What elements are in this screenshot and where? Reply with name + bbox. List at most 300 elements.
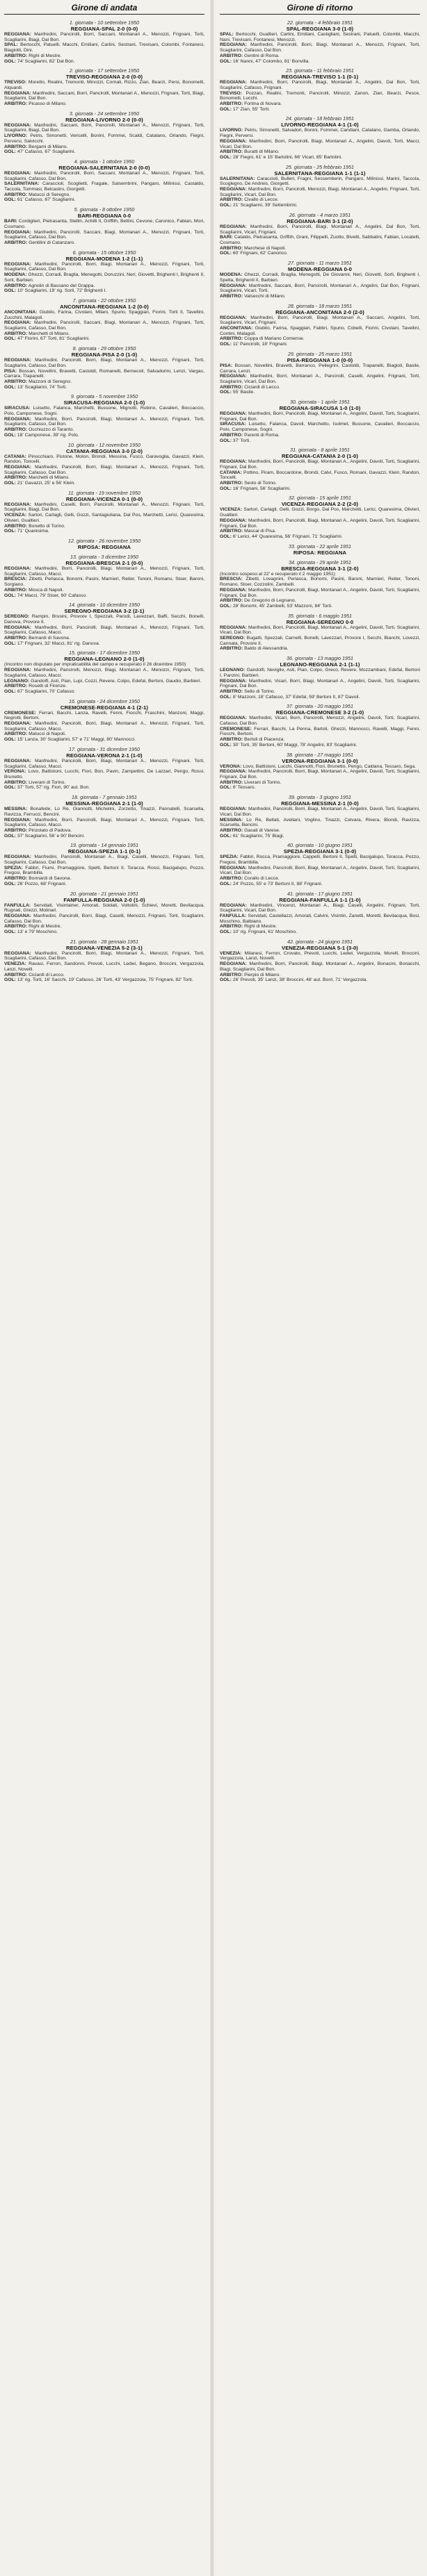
- match-result: ANCONITANA-REGGIANA 1-2 (0-0): [60, 303, 149, 310]
- match-result: REGGIANA-SEREGNO 0-0: [286, 618, 354, 625]
- match-detail-line: [4, 149, 204, 155]
- detail-text: Manfredini, Borri, Pancirolli, Biagi, Montanari A., Angelini, Davoli, Torti, Scagliarini, Vicari, Dal Bon.: [220, 625, 420, 636]
- match-detail-line: [220, 598, 420, 604]
- match-entry: [220, 704, 420, 748]
- match-detail-line: [4, 32, 204, 42]
- match-detail-line: [220, 326, 420, 336]
- match-detail-line: [220, 32, 420, 42]
- matchday-date: 8. giornata - 29 ottobre 1950: [72, 345, 136, 352]
- detail-text: Caraccioli, Scoglietti, Fragale, Salsembrini, Pangaro, Milinissi, Castaldo, Taccola, Tommasi, Belcastro, Giorgetti.: [4, 181, 204, 192]
- match-entry: [220, 795, 420, 839]
- match-entry: [4, 747, 204, 791]
- match-detail-line: [4, 59, 204, 65]
- match-detail-line: [220, 577, 420, 587]
- detail-label: GOL:: [4, 737, 16, 743]
- match-detail-line: [220, 42, 420, 53]
- detail-text: 71' Quaresima.: [17, 529, 49, 534]
- match-entry: [4, 159, 204, 203]
- detail-text: Manfredini, Vicari, Borri, Pancirolli, Menozzi, Angelini, Davoli, Torti, Scagliarini, Cafasso, Dal Bon.: [220, 716, 420, 727]
- match-detail-line: [4, 406, 204, 416]
- match-entry: [220, 891, 420, 935]
- detail-text: 55' Basile.: [232, 390, 255, 395]
- match-detail-line: [4, 977, 204, 983]
- matchday-date: 26. giornata - 4 marzo 1951: [289, 211, 351, 218]
- match-detail-line: [220, 459, 420, 470]
- match-detail-line: [4, 737, 204, 743]
- detail-label: ARBITRO:: [4, 732, 28, 737]
- match-entry: [4, 795, 204, 839]
- detail-label: REGGIANA:: [4, 854, 31, 860]
- detail-text: Manfredini, Vincenzi, Montanari A., Biagi, Caselli, Angelini, Frignani, Torti, Scagliarini, Vicari, Dal Bon.: [220, 902, 420, 914]
- detail-text: Pinzolato di Padova.: [29, 827, 72, 833]
- detail-label: BRESCIA:: [4, 577, 27, 582]
- left-entries: [0, 15, 209, 983]
- detail-text: 30' Torti, 35' Bertoni, 60' Maggi, 78' Angelini, 83' Scagliarini.: [232, 742, 357, 748]
- detail-label: GOL:: [220, 694, 232, 700]
- matchday-date: 15. giornata - 17 dicembre 1950: [69, 650, 140, 657]
- match-detail-line: [4, 219, 204, 229]
- match-entry: [4, 68, 204, 107]
- detail-label: REGGIANA:: [4, 416, 31, 422]
- detail-text: 28' Bonomi, 45' Zambelli, 53' Mazzoni, 84' Torti.: [232, 603, 332, 609]
- detail-text: Manfredini, Caselli, Borri, Pancirolli, Montanari A., Menozzi, Frignani, Torti, Scagliarini, Biagi, Dal Bon.: [4, 502, 204, 513]
- detail-label: VENEZIA:: [4, 961, 26, 967]
- match-detail-line: [4, 882, 204, 887]
- detail-label: ARBITRO:: [220, 101, 243, 107]
- match-entry: [220, 544, 420, 556]
- detail-label: REGGIANA:: [4, 913, 31, 918]
- match-entry: [4, 843, 204, 886]
- detail-label: LEGNANO:: [220, 668, 245, 673]
- match-detail-line: [4, 262, 204, 272]
- matchday-date: 7. giornata - 22 ottobre 1950: [72, 297, 136, 304]
- match-detail-line: [4, 53, 204, 59]
- detail-label: GOL:: [220, 390, 232, 395]
- detail-label: GOL:: [4, 336, 16, 342]
- right-entries: [216, 15, 424, 983]
- detail-text: Ghezzi, Corradi, Braglia, Menegotti, Doruzzini, Neri, Giovetti, Brighenti I, Brighenti II, Sorli, Barbieri.: [4, 272, 204, 283]
- detail-text: Parenti di Roma.: [244, 432, 280, 438]
- match-detail-line: [220, 197, 420, 203]
- match-result: SEREGNO-REGGIANA 3-2 (2-1): [64, 608, 145, 615]
- detail-label: REGGIANA:: [220, 42, 247, 48]
- match-result: LEGNANO-REGGIANA 2-1 (1-1): [280, 661, 360, 668]
- match-detail-line: [4, 475, 204, 481]
- match-result: REGGIANA-MODENA 1-2 (1-1): [65, 255, 143, 262]
- detail-text: Lovo, Battistoni, Lucchi, Giannotti, Fiori, Brunetto, Pengo, Caldana, Tessaro, Sega.: [243, 763, 417, 769]
- match-detail-line: [4, 566, 204, 577]
- detail-label: REGGIANA:: [220, 961, 247, 967]
- match-detail-line: [220, 876, 420, 882]
- match-detail-line: [4, 930, 204, 935]
- match-detail-line: [220, 834, 420, 839]
- matchday-date: 27. giornata - 11 marzo 1951: [288, 260, 352, 267]
- detail-text: Gentini di Roma.: [244, 53, 280, 58]
- match-detail-line: [220, 470, 420, 481]
- detail-label: GOL:: [4, 529, 16, 534]
- detail-label: REGGIANA:: [220, 807, 247, 812]
- match-detail-line: [4, 818, 204, 828]
- detail-text: Fortina di Novara.: [244, 101, 282, 107]
- detail-label: GOL:: [4, 641, 16, 646]
- detail-label: FANFULLA:: [4, 902, 31, 908]
- matchday-date: 11. giornata - 19 novembre 1950: [68, 489, 140, 496]
- matchday-date: 39. giornata - 3 giugno 1951: [289, 794, 351, 801]
- detail-label: REGGIANA:: [4, 358, 31, 363]
- matchday-date: 38. giornata - 27 maggio 1951: [287, 751, 353, 758]
- detail-label: CREMONESE:: [220, 726, 252, 732]
- match-result: VENEZIA-REGGIANA 5-1 (3-0): [282, 944, 358, 951]
- match-detail-line: [220, 930, 420, 935]
- detail-label: ARBITRO:: [4, 101, 28, 107]
- detail-text: Manfredini, Borri, Pancirolli, Biagi, Montanari A., Menozzi, Frignani, Torti, Scagliarini, Cafasso, Macci.: [4, 566, 205, 577]
- match-detail-line: [4, 320, 204, 331]
- detail-label: REGGIANA:: [220, 187, 247, 192]
- detail-text: 74' Macci, 79' Stoer, 90' Cafasso.: [17, 593, 88, 598]
- detail-text: Righi di Mestre.: [244, 924, 277, 930]
- matchday-date: 35. giornata - 6 maggio 1951: [288, 612, 352, 619]
- detail-text: Manfredini, Pancirolli, Borri, Biagi, Montanari A., Angelini, Davoli, Torti, Scagliarini, Frignani, Dal Bon.: [220, 769, 420, 779]
- match-detail-line: [4, 684, 204, 689]
- match-detail-line: [220, 914, 420, 924]
- match-result: REGGIANA-FANFULLA 1-1 (1-0): [279, 896, 361, 903]
- match-detail-line: [4, 331, 204, 337]
- match-detail-line: [220, 272, 420, 283]
- matchday-date: 29. giornata - 25 marzo 1951: [287, 350, 353, 357]
- detail-text: De Gregorio di Legnano.: [244, 598, 296, 604]
- match-detail-line: [220, 924, 420, 930]
- match-detail-line: [4, 192, 204, 198]
- matchday-date: 22. giornata - 4 febbraio 1951: [287, 19, 353, 26]
- detail-label: PISA:: [4, 368, 17, 374]
- detail-text: Ghezzi, Corradi, Braglia, Menegotti, De Giovanni, Neri, Giovetti, Sorli, Brighenti I, Spelta, Brighenti II, Barbieri.: [220, 272, 420, 283]
- detail-label: REGGIANA:: [4, 90, 31, 96]
- match-result: LIVORNO-REGGIANA 4-1 (1-0): [281, 122, 359, 129]
- detail-label: GOL:: [4, 881, 16, 886]
- detail-text: Ferrari, Bacchi, La Penna, Bartoli, Ghezzi, Mannocci, Ravelli, Maggi, Fenni, Fiocchi, Bertoni.: [220, 726, 420, 737]
- detail-text: Manfredini, Pancirolli, Borri, Saccani, Montanari A., Menozzi, Frignani, Torti, Scagliarini, Cafasso, Dal Bon.: [4, 170, 204, 181]
- match-entry: [4, 699, 204, 743]
- detail-text: Caraccioli, Bulleri, Fragni, Sessemberin, Pangaro, Milinissi, Marini, Taccola, Scoglegno, De Andreis, Giorgetti.: [220, 176, 420, 187]
- detail-label: CREMONESE:: [4, 710, 37, 716]
- match-detail-line: [220, 433, 420, 438]
- match-detail-line: [220, 828, 420, 834]
- detail-label: ARBITRO:: [220, 336, 243, 342]
- match-detail-line: [220, 973, 420, 978]
- match-detail-line: [220, 572, 420, 577]
- detail-text: Manfredini, Saccani, Borri, Pancirolli, Montanari A., Menozzi, Frignani, Torti, Biagi, Scagliarini, Dal Bon.: [4, 90, 204, 101]
- detail-label: ARBITRO:: [4, 684, 28, 689]
- detail-label: REGGIANA:: [220, 769, 247, 775]
- matchday-date: 30. giornata - 1 aprile 1951: [290, 399, 350, 406]
- match-entry: [220, 304, 420, 347]
- match-detail-line: [4, 951, 204, 961]
- detail-text: Fabbri, Fiumi, Pramaggiore, Spelti, Bertoni II, Toracca, Rossi, Bacigalupo, Pozzo, Fregosi, Brambilla.: [4, 865, 204, 876]
- detail-text: Petris, Simonetti, Salvadori, Bonini, Fommei, Candiani, Catalano, Gamba, Orlando, Fiegni, Perversi.: [220, 128, 421, 139]
- match-result: REGGIANA-VERONA 2-1 (1-0): [66, 752, 143, 759]
- match-result: TREVISO-REGGIANA 2-0 (0-0): [65, 74, 143, 81]
- detail-label: REGGIANA:: [4, 625, 31, 630]
- detail-text: 17' Frignani, 32' Macci, 81' rig. Danova.: [17, 641, 100, 646]
- detail-label: REGGIANA:: [220, 587, 247, 593]
- match-detail-line: [220, 764, 420, 770]
- matchday-date: 40. giornata - 10 giugno 1951: [287, 842, 353, 849]
- match-detail-line: [4, 417, 204, 427]
- detail-text: Gasati di Varese.: [244, 827, 280, 833]
- detail-label: REGGIANA:: [220, 138, 247, 144]
- match-result: MESSINA-REGGIANA 2-1 (1-0): [65, 800, 143, 807]
- detail-text: Pinocchiaro, Pistone, Molon, Brondi, Messina, Fusco, Garavoglia, Gavazzi, Klein, Randon, Toncelli.: [4, 454, 205, 465]
- match-result: RIPOSA: REGGIANA: [77, 544, 131, 550]
- detail-text: Gentilini di Catanzaro.: [29, 240, 75, 245]
- detail-label: SALERNITANA:: [4, 181, 40, 187]
- detail-label: GOL:: [220, 742, 232, 748]
- match-result: REGGIANA-CATANIA 2-0 (1-0): [281, 453, 359, 460]
- detail-text: Manfredini, Borri, Pancirolli, Biagi, Montanari A., Angelini, Dal Bon, Torti, Scagliarini, Vicari, Frignani.: [220, 224, 420, 235]
- detail-text: Pozzan, Realini, Tremonti, Pancirolli, Minozzi, Zanon, Zian, Bearzi, Pesce, Bonomelli, Lucchi.: [220, 90, 420, 101]
- detail-label: SIRACUSA:: [4, 406, 31, 411]
- detail-label: REGGIANA:: [220, 678, 247, 684]
- detail-text: Giubilo, Farina, Civolani, Milani, Spurio, Spaggiari, Fiorini, Torti II, Tavellini, Zucchini, Malagoli.: [4, 309, 205, 320]
- match-entry: [4, 939, 204, 983]
- detail-text: Sello di Torino.: [244, 688, 275, 694]
- match-detail-line: [4, 91, 204, 101]
- detail-text: 10' rig. Frignani, 61' Moschino.: [232, 930, 298, 935]
- match-detail-line: [220, 80, 420, 90]
- match-detail-line: [220, 91, 420, 101]
- detail-label: CATANIA:: [4, 454, 26, 459]
- detail-text: 61' Cafasso, 67' Scagliarini.: [17, 197, 76, 203]
- match-detail-line: [220, 854, 420, 865]
- detail-text: Mosca di Napoli.: [29, 587, 64, 593]
- detail-text: Bossan, Novellini, Bravetti, Castoldi, Romanelli, Bernecoli, Salvadorini, Lenzi, Vargas, Carrara, Trapanelli.: [4, 368, 205, 379]
- match-entry: [4, 20, 204, 64]
- matchday-date: 16. giornata - 24 dicembre 1950: [69, 697, 140, 704]
- detail-text: 67' Scagliarini, 70' Cafasso.: [17, 688, 76, 694]
- match-detail-line: [220, 187, 420, 197]
- match-result: SPEZIA-REGGIANA 3-1 (0-0): [283, 848, 357, 855]
- detail-label: ARBITRO:: [220, 149, 243, 155]
- matchday-date: 9. giornata - 5 novembre 1950: [70, 393, 138, 400]
- match-detail-line: [220, 695, 420, 700]
- match-detail-line: [220, 588, 420, 598]
- match-entry: [220, 613, 420, 652]
- match-detail-line: [4, 465, 204, 475]
- match-detail-line: [4, 272, 204, 283]
- page-gutter: [210, 0, 214, 2576]
- matchday-date: 5. giornata - 8 ottobre 1950: [74, 206, 135, 213]
- match-result: PISA-REGGIANA 1-0 (0-0): [287, 356, 353, 363]
- match-detail-line: [4, 876, 204, 882]
- detail-text: Bonetto di Torino.: [29, 523, 65, 529]
- match-detail-line: [220, 977, 420, 983]
- match-result: RIPOSA: REGGIANA: [293, 549, 347, 556]
- detail-text: Zibetti, Perlasca, Bonomi, Pasini, Marnieri, Reiter, Tononi, Romano, Stoer, Baroni, Sorgiano.: [4, 577, 205, 588]
- detail-text: 18' Camponese, 39' rig. Polo.: [17, 432, 79, 438]
- detail-text: 6' Lerici, 44' Quaresima, 56' Frignani, 71' Scagliarini.: [232, 534, 343, 539]
- detail-text: Ciciardi di Lecco.: [29, 972, 65, 977]
- detail-label: MODENA:: [220, 272, 243, 278]
- match-result: REGGIANA-SPAL 2-0 (0-0): [70, 26, 138, 32]
- detail-text: Manfredini, Pancirolli, Borri, Biagi, Montanari A., Menozzi, Frignani, Torti, Scagliarini, Cafasso, Dal Bon.: [4, 950, 205, 961]
- detail-text: Civallo di Lecce.: [244, 197, 279, 203]
- detail-label: GOL:: [220, 438, 232, 443]
- match-detail-line: [4, 385, 204, 390]
- match-detail-line: [4, 133, 204, 144]
- detail-text: Occhiuzzo di Taranto.: [29, 427, 74, 433]
- match-entry: [4, 298, 204, 342]
- detail-label: ARBITRO:: [220, 827, 243, 833]
- detail-text: Manfredini, Pancirolli, Montanari A., Biagi, Caselli, Menozzi, Frignani, Torti, Scagliarini, Cafasso, Dal Bon.: [4, 854, 205, 866]
- match-entry: [220, 20, 420, 64]
- detail-text: Mazzoni di Seregno.: [29, 379, 72, 384]
- match-detail-line: [220, 283, 420, 294]
- detail-label: ARBITRO:: [4, 379, 28, 384]
- right-column: [216, 0, 424, 2576]
- match-entry: [220, 752, 420, 791]
- detail-text: Matucci di Seregno.: [29, 192, 71, 197]
- detail-label: MESSINA:: [220, 817, 243, 823]
- detail-label: BARI:: [4, 219, 17, 224]
- detail-label: ARBITRO:: [4, 427, 28, 433]
- detail-label: REGGIANA:: [4, 229, 31, 235]
- detail-label: BRESCIA:: [220, 577, 243, 582]
- detail-label: ARBITRO:: [4, 587, 28, 593]
- detail-text: 13' e 79' Moschino.: [17, 930, 58, 935]
- matchday-date: 31. giornata - 8 aprile 1951: [290, 447, 350, 454]
- detail-label: REGGIANA:: [4, 170, 31, 176]
- detail-label: ARBITRO:: [220, 245, 243, 251]
- match-result: REGGIANA-SALERNITANA 2-0 (0-0): [58, 164, 150, 171]
- match-detail-line: [220, 727, 420, 737]
- match-result: BARI-REGGIANA 0-0: [77, 213, 131, 220]
- detail-text: Manfredini, Saccani, Borri, Pancirolli, Montanari A., Menozzi, Frignani, Torti, Scagliarini, Biagi, Dal Bon.: [4, 122, 204, 133]
- detail-label: ARBITRO:: [220, 598, 243, 604]
- match-detail-line: [4, 961, 204, 972]
- match-detail-line: [220, 518, 420, 529]
- detail-text: Buratti di Milano.: [244, 149, 280, 155]
- detail-label: LIVORNO:: [220, 128, 243, 133]
- matchday-date: 24. giornata - 18 febbraio 1951: [285, 115, 355, 122]
- detail-label: GOL:: [4, 149, 16, 155]
- match-detail-line: [4, 283, 204, 289]
- detail-text: Sesto di Torino.: [244, 481, 277, 486]
- match-detail-line: [220, 363, 420, 374]
- detail-text: Bertocchi, Gualtieri, Carlini, Emiliani, Castigliani, Sestrani, Patuelli, Colombi, Macchi, Nani, Trevisani, Fontanesi, Menozzi.: [220, 32, 420, 42]
- detail-label: ARBITRO:: [220, 529, 243, 534]
- detail-text: Manfredini, Pancirolli, Borri, Biagi, Caselli, Menozzi, Frignani, Torti, Scagliarini, Cafasso, Dal Bon.: [4, 913, 205, 924]
- detail-label: GOL:: [4, 977, 16, 983]
- detail-label: ARBITRO:: [220, 737, 243, 743]
- match-detail-line: [220, 374, 420, 384]
- detail-label: SPAL:: [220, 32, 234, 37]
- detail-text: Manfredini, Pancirolli, Saccani, Biagi, Montanari A., Menozzi, Frignani, Torti, Scagliarini, Cafasso, Dal Bon.: [4, 320, 204, 331]
- match-result: REGGIANA-VICENZA 0-1 (0-0): [65, 495, 143, 502]
- detail-label: REGGIANA:: [220, 625, 247, 630]
- detail-text: Righi di Mestre.: [29, 924, 62, 930]
- match-detail-line: [4, 358, 204, 368]
- match-detail-line: [4, 80, 204, 90]
- match-result: BRESCIA-REGGIANA 3-1 (2-0): [281, 565, 359, 572]
- matchday-date: 23. giornata - 11 febbraio 1951: [286, 67, 354, 74]
- match-result: REGGIANA-BARI 3-1 (2-0): [287, 217, 353, 224]
- detail-label: REGGIANA:: [4, 950, 31, 956]
- match-detail-line: [4, 310, 204, 320]
- match-result: REGGIANA-TREVISO 1-1 (0-1): [281, 74, 359, 81]
- detail-text: Picasso di Milano.: [29, 101, 67, 107]
- match-entry: [4, 650, 204, 694]
- detail-label: REGGIANA:: [4, 122, 31, 128]
- detail-text: 47' Cafasso, 67' Scagliarini.: [17, 149, 76, 155]
- match-entry: [220, 495, 420, 539]
- detail-label: GOL:: [4, 288, 16, 294]
- detail-label: ARBITRO:: [220, 972, 243, 977]
- match-entry: [220, 560, 420, 609]
- detail-label: REGGIANA:: [220, 224, 247, 229]
- detail-text: Baldo di Alessandria.: [244, 646, 289, 652]
- match-detail-line: [220, 646, 420, 652]
- match-detail-line: [220, 155, 420, 160]
- match-detail-line: [220, 438, 420, 444]
- match-detail-line: [220, 203, 420, 208]
- detail-text: Moretto, Realini, Tremonti, Minozzi, Cornali, Rizzo, Zian, Bearzi, Persi, Bonomelli, Alquardi.: [4, 80, 205, 90]
- detail-label: SEREGNO:: [220, 636, 245, 641]
- match-result: REGGIANA-PISA 2-0 (1-0): [71, 352, 138, 358]
- match-detail-line: [4, 123, 204, 133]
- detail-text: 37' Scagliarini, 56' e 90' Bencini.: [17, 833, 86, 839]
- match-detail-line: [220, 128, 420, 138]
- match-detail-line: [4, 866, 204, 876]
- match-detail-line: [220, 342, 420, 347]
- detail-label: GOL:: [4, 688, 16, 694]
- match-result: CATANIA-REGGIANA 3-0 (2-0): [65, 447, 143, 454]
- matchday-date: 32. giornata - 15 aprile 1951: [289, 495, 351, 502]
- detail-label: VICENZA:: [220, 507, 243, 513]
- match-detail-line: [4, 454, 204, 465]
- match-result: SALERNITANA-REGGIANA 1-1 (1-1): [274, 170, 366, 176]
- detail-label: VERONA:: [4, 769, 26, 775]
- match-detail-line: [4, 427, 204, 433]
- detail-label: GOL:: [4, 432, 16, 438]
- match-detail-line: [4, 834, 204, 839]
- detail-label: REGGIANA:: [220, 865, 247, 870]
- detail-label: ARBITRO:: [4, 475, 28, 481]
- detail-label: ARBITRO:: [4, 924, 28, 930]
- match-detail-line: [220, 336, 420, 342]
- match-entry: [4, 538, 204, 550]
- match-detail-line: [4, 759, 204, 769]
- match-detail-line: [220, 866, 420, 876]
- detail-label: ARBITRO:: [220, 197, 243, 203]
- detail-label: REGGIANA:: [4, 721, 31, 727]
- match-detail-line: [220, 411, 420, 422]
- detail-text: Valsecchi di Milano.: [244, 293, 286, 299]
- detail-text: 16' Nanni, 47' Colombo, 81' Bonvilla.: [232, 58, 310, 64]
- detail-label: GOL:: [220, 342, 232, 347]
- match-detail-line: [220, 716, 420, 726]
- matchday-date: 13. giornata - 3 dicembre 1950: [70, 554, 138, 560]
- detail-text: Manfredini, Borri, Pancirolli, Biagi, Montanari A., Saccani, Angelini, Torti, Scagliarini, Vicari, Frignani.: [220, 315, 420, 326]
- match-detail-line: [4, 524, 204, 529]
- detail-text: Ravasi, Ferron, Sandonni, Prevoti, Lucchi, Ledwi, Begano, Broccini, Vergazzola, Lanzi, Novelli.: [4, 961, 204, 972]
- detail-label: ARBITRO:: [220, 876, 243, 882]
- match-result: REGGIANA-SIRACUSA 1-0 (1-0): [279, 405, 361, 412]
- match-entry: [4, 394, 204, 438]
- match-detail-line: [4, 828, 204, 834]
- match-entry: [4, 602, 204, 646]
- match-entry: [4, 443, 204, 486]
- detail-text: Manfredini, Borri, Pancirolli, Biagi, Montanari A., Angelini, Davoli, Torti, Macci, Vicari, Dal Bon.: [220, 138, 420, 149]
